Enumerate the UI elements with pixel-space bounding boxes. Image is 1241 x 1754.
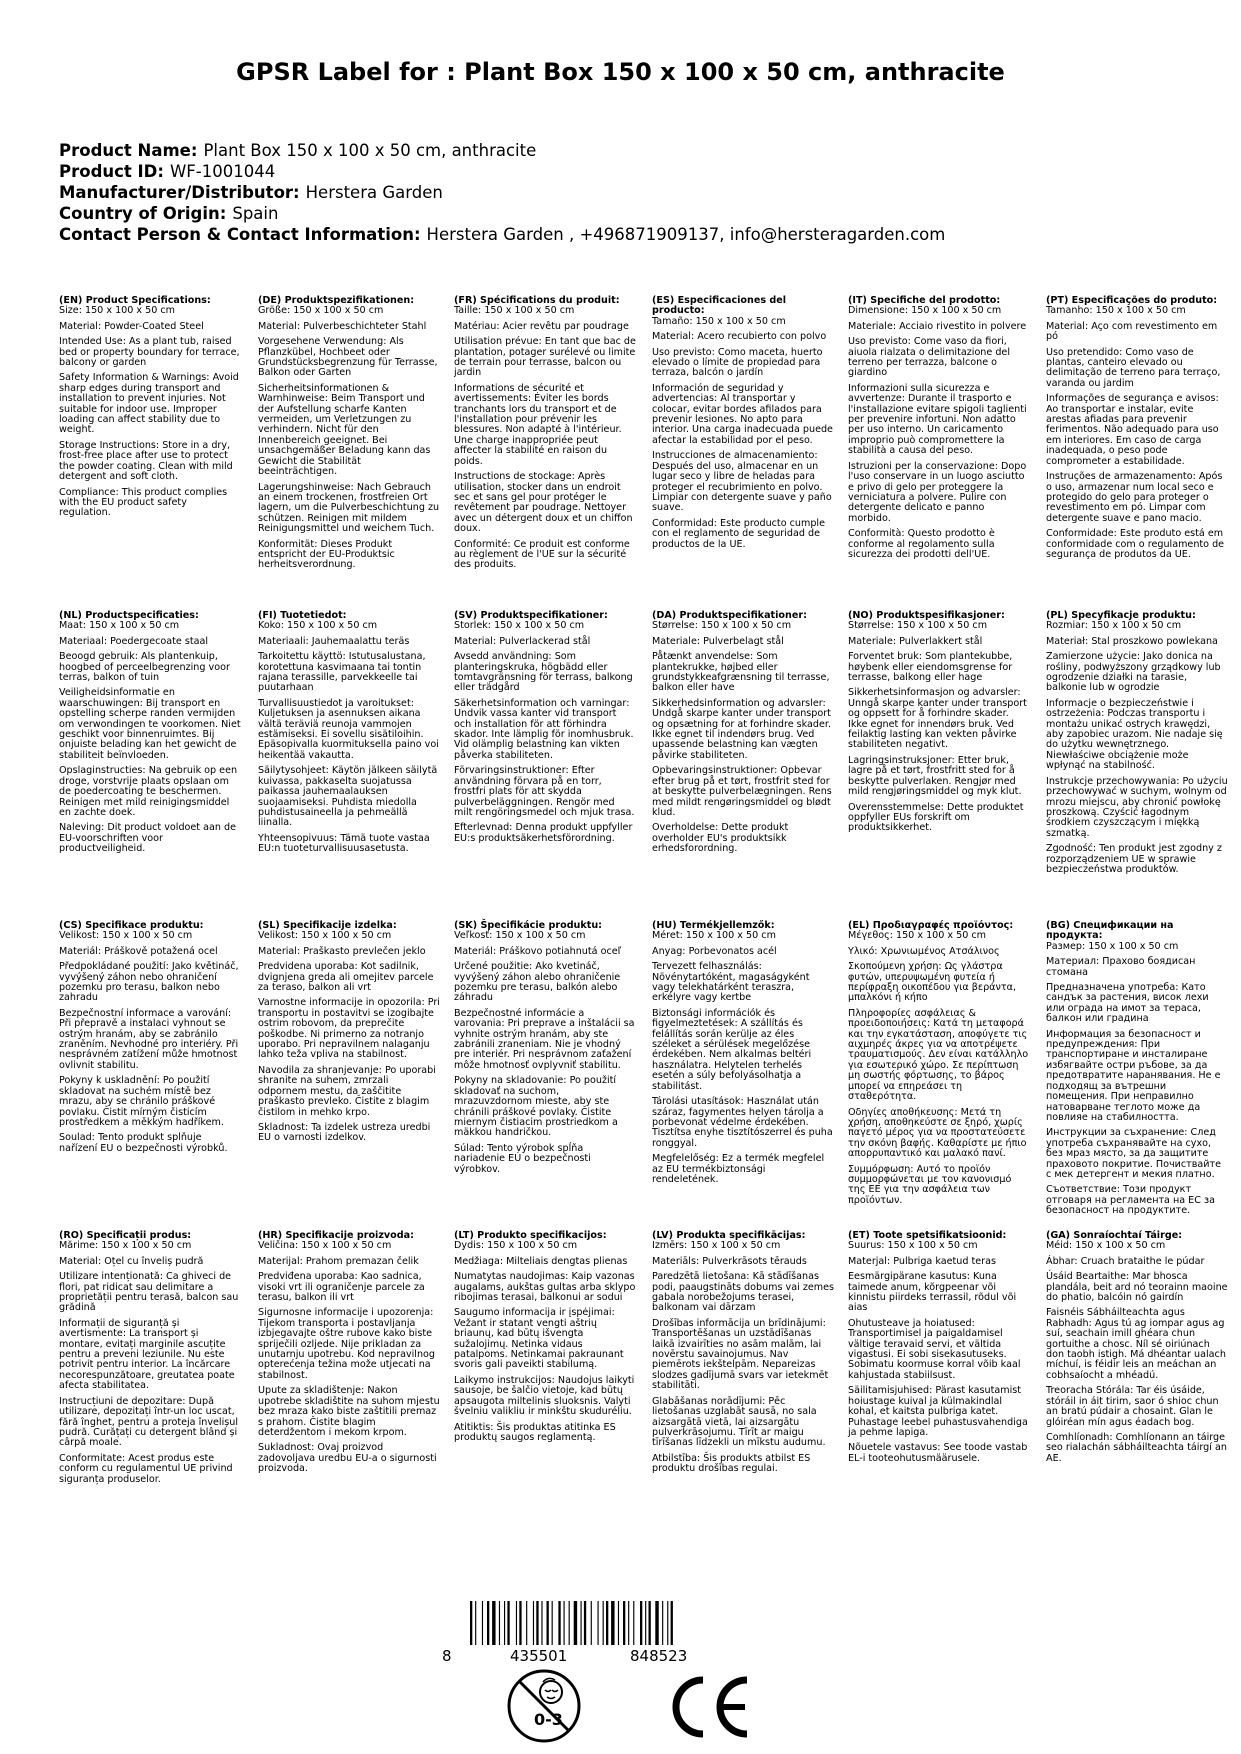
barcode-bar [618,1601,619,1645]
barcode-bar [526,1601,527,1645]
spec-paragraph: Υλικό: Χρωνιωμένος Ατσάλινος [848,945,1000,957]
spec-paragraph: Matériau: Acier revêtu par poudrage [454,320,629,332]
barcode-bar [516,1601,517,1645]
spec-paragraph: Materiaali: Jauhemaalattu teräs [258,635,410,647]
spec-size: Rozmiar: 150 x 100 x 50 cm [1046,620,1182,632]
spec-section [652,296,834,550]
spec-section-heading: (GA) Sonraíochtaí Táirge: [1046,1230,1183,1241]
spec-paragraph: Informacje o bezpieczeństwie i ostrzeżenia: Podczas transportu i montażu unikać ostrych krawędzi, aby zapobiec urazom. Nie nadaje się do użytku wewnętrznego. Niewłaściwe obciążenie może wpłynąć na stabilność. [1046,697,1223,772]
spec-size: Izmērs: 150 x 100 x 50 cm [652,1240,781,1252]
spec-paragraph: Treoracha Stórála: Tar éis úsáide, stóráil in áit tirim, saor ó shioc chun an bratú púdair a chosaint. Glan le glóiréan mín agus éadach bog. [1046,1385,1219,1428]
ce-mark-icon [665,1672,751,1742]
spec-section [652,611,834,855]
spec-paragraph: Tarkoitettu käyttö: Istutusalustana, korotettuna kasvimaana tai tontin rajana terassille, parvekkeelle tai puutarhaan [258,651,426,694]
spec-paragraph: Säilytysohjeet: Käytön jälkeen säilytä kuivassa, pakkaselta suojatussa paikassa jauhemaalauksen suojaamiseksi. Puhdista miedolla puhdistusaineella ja pehmeällä liinalla. [258,765,438,829]
spec-section [652,921,834,1185]
barcode-bars [470,1601,732,1645]
spec-paragraph: Instructions de stockage: Après utilisation, stocker dans un endroit sec et sans gel pour protéger le revêtement par poudrage. Nettoyer avec un détergent doux et un chiffon doux. [454,471,633,535]
spec-paragraph: Naleving: Dit product voldoet aan de EU-voorschriften voor productveiligheid. [59,822,236,855]
spec-section [848,611,1030,834]
spec-paragraph: Zgodność: Ten produkt jest zgodny z rozporządzeniem UE w sprawie bezpieczeństwa produktów. [1046,843,1222,875]
spec-paragraph: Ábhar: Cruach brataithe le púdar [1046,1255,1205,1267]
spec-paragraph: Sikkerhedsinformation og advarsler: Undgå skarpe kanter under transport og opsætning for at forhindre skader. Ikke egnet til indendørs brug. Ved upassende belastning kan vægten påvirke stabiliteten. [652,697,832,761]
spec-paragraph: Safety Information & Warnings: Avoid sharp edges during transport and installation to prevent injuries. Not suitable for indoor use. Improper loading can affect stability due to weight. [59,372,239,436]
spec-section-heading: (NL) Productspecificaties: [59,610,199,621]
spec-paragraph: Utilisation prévue: En tant que bac de plantation, potager surélevé ou limite de terrain pour terrasse, balcon ou jardin [454,336,636,379]
barcode-bar [581,1601,582,1645]
spec-paragraph: Comhlíonadh: Comhlíonann an táirge seo rialachán sábháilteachta táirgí an AE. [1046,1431,1227,1464]
spec-section-heading: (DE) Produktspezifikationen: [258,295,415,306]
spec-paragraph: Upute za skladištenje: Nakon upotrebe skladištite na suhom mjestu bez mraza kako biste zaštitili premaz s prahom. Čistite blagim deterdžentom i mekom krpom. [258,1385,440,1438]
barcode-bar [475,1601,476,1645]
spec-paragraph: Predvidena uporaba: Kot sadilnik, dvignjena greda ali omejitev parcele za teraso, balkon ali vrt [258,961,434,994]
spec-paragraph: Tervezett felhasználás: Növénytartóként, magaságyként vagy telekhatárként teraszra, erkélyre vagy kertbe [652,961,810,1004]
spec-paragraph: Predviđena uporaba: Kao sadnica, visoki vrt ili ograničenje parcele za terasu, balkon ili vrt [258,1271,425,1304]
spec-section-heading: (ET) Toote spetsifikatsioonid: [848,1230,1007,1241]
spec-paragraph: Conformité: Ce produit est conforme au règlement de l'UE sur la sécurité des produits. [454,538,630,571]
spec-paragraph: Navodila za shranjevanje: Po uporabi shranite na suhem, zmrzali odpornem mestu, da zaščitite praškasto prevleko. Čistite z blagim čistilom in mehko krpo. [258,1064,436,1118]
spec-paragraph: Úsáid Beartaithe: Mar bhosca plandála, beit ard nó teorainn maoine do phatio, balcóin nó gairdín [1046,1271,1228,1304]
spec-paragraph: Материал: Прахово боядисан стомана [1046,956,1196,978]
spec-paragraph: Pokyny k uskladnění: Po použití skladovat na suchém místě bez mrazu, aby se chránilo práškové povlaku. Čistit mírným čisticím prostředkem a měkkým hadříkem. [59,1075,224,1128]
spec-paragraph: Materiale: Pulverbelagt stål [652,635,784,647]
spec-section [59,296,241,519]
spec-paragraph: Uso previsto: Come vaso da fiori, aiuola rialzata o delimitazione del terreno per terrazza, balcone o giardino [848,336,1011,379]
info-row-manufacturer: Manufacturer/Distributor: Herstera Garden [59,183,443,202]
spec-paragraph: Anyag: Porbevonatos acél [652,945,777,957]
spec-size: Storlek: 150 x 100 x 50 cm [454,620,585,632]
spec-size: Tamaño: 150 x 100 x 50 cm [652,315,786,327]
spec-paragraph: Conformidad: Este producto cumple con el reglamento de seguridad de productos de la UE. [652,517,825,550]
barcode-digits-right: 848523 [630,1647,688,1665]
spec-paragraph: Veiligheidsinformatie en waarschuwingen: Bij transport en opstelling scherpe randen vermijden om verwondingen te voorkomen. Niet geschikt voor binnenruimtes. Bij onjuiste belading kan het gewicht de stabiliteit beïnvloeden. [59,687,241,761]
barcode-bar [487,1601,489,1645]
spec-paragraph: Beoogd gebruik: Als plantenkuip, hoogbed of perceelbegrenzing voor terras, balkon of tuin [59,651,230,684]
barcode-bar [598,1601,599,1645]
spec-paragraph: Materiale: Acciaio rivestito in polvere [848,320,1027,332]
spec-size: Mărime: 150 x 100 x 50 cm [59,1240,192,1252]
spec-section [454,921,636,1175]
info-row-country-of-origin: Country of Origin: Spain [59,204,279,223]
spec-size: Dimensione: 150 x 100 x 50 cm [848,305,1002,317]
spec-section-heading: (HR) Specifikacije proizvoda: [258,1230,414,1241]
spec-paragraph: Οδηγίες αποθήκευσης: Μετά τη χρήση, αποθηκεύστε σε ξηρό, χωρίς παγετό μέρος για να προστατεύσετε την σκόνη βαφής. Καθαρίστε με ήπιο απορρυπαντικό και μαλακό πανί. [848,1106,1027,1160]
barcode-bar [671,1601,673,1645]
barcode-bar [649,1601,651,1645]
spec-paragraph: Informații de siguranță și avertismente: La transport și montare, evitați marginile ascuțite pentru a preveni leziunile. Nu este potrivit pentru interior. La încărcare necorespunzătoare, greutatea poate afecta stabilitatea. [59,1317,235,1392]
barcode-bar [541,1601,542,1645]
barcode [440,1601,750,1665]
spec-paragraph: Material: Praškasto prevlečen jeklo [258,945,426,957]
spec-section-heading: (DA) Produktspecifikationer: [652,610,807,621]
spec-size: Méret: 150 x 100 x 50 cm [652,930,776,942]
info-row-contact: Contact Person & Contact Information: Herstera Garden , +496871909137, info@hersteragarden.com [59,225,946,244]
spec-row [59,296,1231,611]
barcode-bar [482,1601,483,1645]
spec-paragraph: Vorgesehene Verwendung: Als Pflanzkübel, Hochbeet oder Grundstücksbegrenzung für Terrasse, Balkon oder Garten [258,336,438,379]
spec-paragraph: Conformidade: Este produto está em conformidade com o regulamento de segurança de produtos da UE. [1046,528,1225,560]
barcode-bar [606,1601,608,1645]
barcode-bar [611,1601,614,1645]
barcode-bar [584,1601,586,1645]
spec-paragraph: Uso previsto: Como maceta, huerto elevado o límite de propiedad para terraza, balcón o jardín [652,346,823,379]
spec-paragraph: Opslaginstructies: Na gebruik op een droge, vorstvrije plaats opslaan om de poedercoating te beschermen. Reinigen met mild reinigingsmiddel en zachte doek. [59,765,238,818]
spec-section [59,921,241,1154]
spec-paragraph: Sigurnosne informacije i upozorenja: Tijekom transporta i postavljanja izbjegavajte oštre rubove kako biste spriječili ozljede. Nije prikladan za unutarnju upotrebu. Kod nepravilnog opterećenja težina može utjecati na stabilnost. [258,1307,436,1381]
spec-paragraph: Súlad: Tento výrobok spĺňa nariadenie EÚ o bezpečnosti výrobkov. [454,1142,591,1175]
spec-paragraph: Material: Aço com revestimento em pó [1046,320,1218,343]
barcode-bar [603,1601,604,1645]
spec-size: Размер: 150 x 100 x 50 cm [1046,940,1179,952]
spec-paragraph: Ohutusteave ja hoiatused: Transportimisel ja paigaldamisel vältige teravaid servi, et vältida vigastusi. Ei sobi sisekasutuseks. Sobimatu koormuse korral võib kaal kahjustada stabiilsust. [848,1317,1021,1381]
spec-size: Suurus: 150 x 100 x 50 cm [848,1240,978,1252]
spec-paragraph: Förvaringsinstruktioner: Efter användning förvara på en torr, frostfri plats för att skydda pulverbeläggningen. Rengör med milt rengöringsmedel och mjuk trasa. [454,765,635,818]
spec-size: Veličina: 150 x 100 x 50 cm [258,1240,392,1252]
spec-paragraph: Skladnost: Ta izdelek ustreza uredbi EU o varnosti izdelkov. [258,1121,431,1144]
spec-paragraph: Información de seguridad y advertencias: Al transportar y colocar, evitar bordes afilados para prevenir lesiones. No apto para interior. Una carga inadecuada puede afectar la estabilidad por el peso. [652,382,833,446]
spec-size: Koko: 150 x 100 x 50 cm [258,620,378,632]
spec-paragraph: Информация за безопасност и предупреждения: При транспортиране и инсталиране избягвайте остри ръбове, за да предотвратите наранявания. Не е подходящ за вътрешни помещения. При неправилно натоварване теглото може да повлияе на стабилността. [1046,1028,1221,1123]
spec-section-heading: (PL) Specyfikacje produktu: [1046,610,1196,621]
spec-row [59,1231,1231,1547]
barcode-bar [499,1601,500,1645]
barcode-bar [569,1601,570,1645]
spec-paragraph: Saugumo informacija ir įspėjimai: Vežant ir statant vengti aštrių briaunų, kad būtų išvengta sužalojimų. Netinka vidaus patalpoms. Netinkamai pakraunant svoris gali paveikti stabilumą. [454,1307,624,1371]
page-title: GPSR Label for : Plant Box 150 x 100 x 50 cm, anthracite [236,58,1005,86]
spec-paragraph: Lagringsinstruksjoner: Etter bruk, lagre på et tørt, frostfritt sted for å beskytte pulverlaken. Rengjør med mild rengjøringsmiddel og myk klut. [848,754,1022,798]
spec-paragraph: Instrucțiuni de depozitare: După utilizare, depozitați într-un loc uscat, fără înghet, pentru a proteja învelișul pudră. Curățați cu detergent blând și cârpă moale. [59,1395,238,1449]
spec-paragraph: Forventet bruk: Som plantekubbe, høybenk eller eiendomsgrense for terrasse, balkong eller hage [848,651,1013,684]
spec-section [59,611,241,855]
barcode-bar [492,1601,495,1645]
spec-paragraph: Soulad: Tento produkt splňuje nařízení EU o bezpečnosti výrobků. [59,1132,228,1154]
spec-size: Μέγεθος: 150 x 100 x 50 cm [848,930,987,942]
spec-paragraph: Material: Powder-Coated Steel [59,320,204,332]
spec-size: Dydis: 150 x 100 x 50 cm [454,1240,578,1252]
spec-paragraph: Materiál: Práškovo potiahnutá oceľ [454,945,622,957]
spec-paragraph: Informações de segurança e avisos: Ao transportar e instalar, evite arestas afiadas para prevenir ferimentos. Não adequado para uso em interiores. Em caso de carga inadequada, o peso pode comprometer a estabilidade. [1046,393,1219,467]
barcode-bar [655,1601,658,1645]
spec-section-heading: (BG) Спецификации на продукта: [1046,920,1174,942]
spec-paragraph: Instrukcje przechowywania: Po użyciu przechowywać w suchym, wolnym od mrozu miejscu, aby chronić powłokę proszkową. Czyścić łagodnym środkiem czyszczącym i miękką szmatką. [1046,775,1228,839]
info-row-product-id: Product ID: WF-1001044 [59,162,276,181]
spec-paragraph: Conformità: Questo prodotto è conforme al regolamento sulla sicurezza dei prodotti dell'UE. [848,528,995,560]
spec-paragraph: Säkerhetsinformation och varningar: Undvik vassa kanter vid transport och installation för att förhindra skador. Inte lämplig för inomhusbruk. Vid olämplig belastning kan vikten påverka stabiliteten. [454,697,634,761]
spec-section [1046,611,1228,875]
spec-paragraph: Conformitate: Acest produs este conform cu regulamentul UE privind siguranța produselor. [59,1452,233,1485]
specifications-grid [59,296,1231,1547]
barcode-bar [536,1601,538,1645]
spec-section-heading: (IT) Specifiche del prodotto: [848,295,1001,306]
spec-paragraph: Zamierzone użycie: Jako donica na rośliny, podwyższony grządkowy lub ogrodzenie działki na tarasie, balkonie lub w ogrodzie [1046,651,1221,694]
spec-paragraph: Konformität: Dieses Produkt entspricht der EU-Produktsic herheitsverordnung. [258,538,395,571]
spec-paragraph: Instruções de armazenamento: Após o uso, armazenar num local seco e protegido do gelo para proteger o revestimento em pó. Limpar com detergente suave e pano macio. [1046,471,1223,524]
spec-paragraph: Material: Pulverbeschichteter Stahl [258,320,427,332]
spec-section [848,921,1030,1206]
spec-section [1046,921,1228,1217]
spec-section [848,1231,1030,1464]
spec-paragraph: Materiał: Stal proszkowo powlekana [1046,635,1218,647]
spec-paragraph: Opbevaringsinstruktioner: Opbevar efter brug på et tørt, frostfrit sted for at beskytte pulverbelægningen. Rens med mildt rengøringsmiddel og blødt klud. [652,765,832,818]
spec-paragraph: Biztonsági információk és figyelmeztetések: A szállítás és felállítás során kerülje az éles széleket a sérülések megelőzése érdekében. Nem alkalmas beltéri használatra. Helytelen terhelés esetén a súly befolyásolhatja a stabilitást. [652,1007,812,1092]
barcode-bar [667,1601,668,1645]
spec-paragraph: Πληροφορίες ασφάλειας & προειδοποιήσεις: Κατά τη μεταφορά και την εγκατάσταση, αποφύγετε τις αιχμηρές άκρες για να αποτρέψετε τραυματισμούς. Δεν είναι κατάλληλο για εσωτερικό χώρο. Σε περίπτωση μη σωστής φόρτωσης, το βάρος μπορεί να επηρεάσει τη σταθερότητα. [848,1007,1029,1103]
barcode-bar [662,1601,663,1645]
spec-section-heading: (SL) Specifikacije izdelka: [258,920,397,931]
spec-size: Méid: 150 x 100 x 50 cm [1046,1240,1166,1252]
spec-paragraph: Overensstemmelse: Dette produktet oppfyller EUs forskrift om produktsikkerhet. [848,801,1024,834]
spec-paragraph: Medžiaga: Milteliais dengtas plienas [454,1255,628,1267]
spec-section [258,296,440,571]
spec-paragraph: Nõuetele vastavus: See toode vastab EL-i tooteohutusmäärusele. [848,1442,1028,1464]
spec-paragraph: Materiale: Pulverlakkert stål [848,635,983,647]
spec-paragraph: Určené použitie: Ako kvetináč, vyvýšený záhon alebo ohraničenie pozemku pre terasu, balkón alebo záhradu [454,961,621,1004]
spec-paragraph: Påtænkt anvendelse: Som plantekrukke, højbed eller grundstykkeafgrænsning til terrasse, balkon eller have [652,651,830,694]
spec-paragraph: Informations de sécurité et avertissements: Éviter les bords tranchants lors du transport et de l'installation pour prévenir les blessures. Non adapté à l'intérieur. Une charge inappropriée peut affecter la stabilité en raison du poids. [454,382,622,467]
spec-section [258,611,440,855]
spec-paragraph: Numatytas naudojimas: Kaip vazonas augalams, aukštas gultas arba sklypo ribojimas terasai, balkonui ar sodui [454,1271,636,1304]
spec-section-heading: (EN) Product Specifications: [59,295,211,306]
spec-paragraph: Paredzētā lietošana: Kā stādīšanas podi, paaugstināts dobums vai zemes gabala norobežojums terasei, balkonam vai dārzam [652,1271,835,1314]
spec-paragraph: Megfelelőség: Ez a termék megfelel az EU termékbiztonsági rendeletének. [652,1153,825,1185]
svg-text:0-3: 0-3 [534,1710,563,1729]
spec-paragraph: Pokyny na skladovanie: Po použití skladovať na suchom, mrazuvzdornom mieste, aby ste chránili práškové povlaky. Čistite miernym čistiacim prostriedkom a mäkkou handričkou. [454,1075,618,1139]
spec-paragraph: Istruzioni per la conservazione: Dopo l'uso conservare in un luogo asciutto e privo di gelo per proteggere la verniciatura a polvere. Pulire con detergente delicato e panno morbido. [848,460,1027,524]
spec-size: Velikost: 150 x 100 x 50 cm [258,930,392,942]
spec-paragraph: Tárolási utasítások: Használat után száraz, fagymentes helyen tárolja a porbevonat védelme érdekében. Tisztítsa enyhe tisztítószerrel és puha ronggyal. [652,1096,833,1149]
spec-paragraph: Materijal: Prahom premazan čelik [258,1255,419,1267]
spec-section [454,1231,636,1443]
spec-paragraph: Bezpečnostné informácie a varovania: Pri preprave a inštalácii sa vyhnite ostrým hranám, aby ste zabránili zraneniam. Nie je vhodný pre interiér. Pri nesprávnom zaťažení môže hmotnosť ovplyvniť stabilitu. [454,1007,635,1071]
barcode-bar [519,1601,521,1645]
spec-size: Veľkosť: 150 x 100 x 50 cm [454,930,586,942]
spec-paragraph: Laikymo instrukcijos: Naudojus laikyti sausoje, be šalčio vietoje, kad būtų apsaugota miltelinis sluoksnis. Valyti švelniu valikliu ir minkštu skuduréliu. [454,1374,635,1418]
spec-section [1046,296,1228,560]
barcode-bar [558,1601,560,1645]
spec-section-heading: (CS) Specifikace produktu: [59,920,204,931]
spec-paragraph: Předpokládané použití: Jako květináč, vyvýšený záhon nebo ohraničení pozemku pro terasu, balkon nebo zahradu [59,961,239,1004]
spec-size: Taille: 150 x 100 x 50 cm [454,305,575,317]
barcode-bar [507,1601,509,1645]
spec-paragraph: Συμμόρφωση: Αυτό το προϊόν συμμορφώνεται με τον κανονισμό της ΕΕ για την ασφάλεια των προϊόντων. [848,1163,1012,1206]
spec-paragraph: Инструкции за съхранение: След употреба съхранявайте на сухо, без мраз място, за да защитите праховото покритие. Почиствайте с мек детергент и мекия платно. [1046,1127,1222,1180]
spec-section-heading: (NO) Produktspesifikasjoner: [848,610,1005,621]
spec-section [1046,1231,1228,1464]
spec-paragraph: Instrucciones de almacenamiento: Después del uso, almacenar en un lugar seco y libre de heladas para proteger el recubrimiento en polvo. Limpiar con detergente suave y paño suave. [652,450,832,514]
spec-paragraph: Съответствие: Този продукт отговаря на регламента на ЕС за безопасност на продуктите. [1046,1184,1215,1217]
spec-size: Velikost: 150 x 100 x 50 cm [59,930,193,942]
spec-paragraph: Atitiktis: Šis produktas atitinka ES produktų saugos reglamentą. [454,1421,616,1443]
spec-paragraph: Bezpečnostní informace a varování: Při přepravě a instalaci vyhnout se ostrým hranám, aby se zabránilo zraněním. Nevhodné pro interiéry. Při nesprávném zatížení může hmotnost ovlivnit stabilitu. [59,1007,239,1071]
spec-size: Størrelse: 150 x 100 x 50 cm [848,620,988,632]
barcode-bar [504,1601,505,1645]
spec-paragraph: Materjal: Pulbriga kaetud teras [848,1255,996,1267]
spec-paragraph: Säilitamisjuhised: Pärast kasutamist hoiustage kuival ja külmakindlal kohal, et kaitsta pulbriga katet. Puhastage leebel puhastusvahendiga ja pehme lapiga. [848,1385,1028,1438]
product-info [59,140,1189,245]
barcode-bar [533,1601,534,1645]
spec-paragraph: Varnostne informacije in opozorila: Pri transportu in postavitvi se izogibajte ostrim robovom, da preprečite poškodbe. Ni primerno za notranjo uporabo. Pri nepravilnem nalaganju lahko teža vpliva na stabilnost. [258,997,440,1061]
spec-paragraph: Σκοπούμενη χρήση: Ως γλάστρα φυτών, υπερυψωμένη φυτεία ή περίφραξη οικοπέδου για βεράντα, μπαλκόνι ή κήπο [848,961,1016,1004]
barcode-bar [645,1601,646,1645]
barcode-digit-first: 8 [442,1647,452,1665]
spec-size: Tamanho: 150 x 100 x 50 cm [1046,305,1186,317]
spec-paragraph: Material: Pulverlackerad stål [454,635,591,647]
spec-paragraph: Efterlevnad: Denna produkt uppfyller EU:s produktsäkerhetsförordning. [454,822,633,844]
spec-section-heading: (EL) Προδιαγραφές προϊόντος: [848,920,1014,931]
spec-section-heading: (ES) Especificaciones del producto: [652,295,787,317]
barcode-bar [470,1601,472,1645]
barcode-bar [628,1601,629,1645]
spec-paragraph: Materiāls: Pulverkrāsots tērauds [652,1255,807,1267]
barcode-bar [591,1601,592,1645]
spec-paragraph: Drošības informācija un brīdinājumi: Transportēšanas un uzstādīšanas laikā izvairīties no asām malām, lai novērstu savainojumus. Nav piemērots iekštelpām. Nepareizas slodzes gadījumā svars var ietekmēt stabilitāti. [652,1317,829,1392]
spec-section [59,1231,241,1485]
spec-paragraph: Sikkerhetsinformasjon og advarsler: Unngå skarpe kanter under transport og oppsett for å forhindre skader. Ikke egnet for innendørs bruk. Ved feilaktig lasting kan vekten påvirke stabiliteten negativt. [848,687,1027,751]
spec-section [454,611,636,844]
spec-size: Size: 150 x 100 x 50 cm [59,305,176,317]
spec-paragraph: Yhteensopivuus: Tämä tuote vastaa EU:n tuoteturvallisuusasetusta. [258,832,430,855]
spec-section-heading: (RO) Specificații produs: [59,1230,192,1241]
spec-paragraph: Storage Instructions: Store in a dry, frost-free place after use to protect the powder coating. Clean with mild detergent and soft cloth. [59,439,233,483]
spec-section-heading: (SK) Špecifikácie produktu: [454,920,603,931]
spec-paragraph: Turvallisuustiedot ja varoitukset: Kuljetuksen ja asennuksen aikana vältä teräviä reunoja vammojen estämiseksi. Ei sovellu sisätiloihin. Epäsopivalla kuormituksella paino voi heikentää vakautta. [258,697,439,761]
spec-section-heading: (HU) Termékjellemzők: [652,920,775,931]
spec-paragraph: Uso pretendido: Como vaso de plantas, canteiro elevado ou delimitação de terreno para terraço, varanda ou jardim [1046,346,1221,389]
spec-paragraph: Eesmärgipärane kasutus: Kuna taimede anum, kõrgpeenar või kinnistu piirdeks terrassil, rõdul või aias [848,1271,1017,1314]
compliance-icons [0,1668,1241,1748]
spec-section-heading: (FI) Tuotetiedot: [258,610,347,621]
spec-section [454,296,636,571]
spec-section-heading: (FR) Spécifications du produit: [454,295,620,306]
barcode-bar [640,1601,642,1645]
spec-paragraph: Materiál: Práškově potažená ocel [59,945,218,957]
barcode-bar [547,1601,549,1645]
spec-paragraph: Informazioni sulla sicurezza e avvertenze: Durante il trasporto e l'installazione evitare spigoli taglienti per prevenire infortuni. Non adatto per uso interno. Un caricamento improprio può compromettere la stabilità a causa del peso. [848,382,1027,457]
barcode-bar [574,1601,577,1645]
spec-paragraph: Lagerungshinweise: Nach Gebrauch an einem trockenen, frostfreien Ort lagern, um die Pulverbeschichtung zu schützen. Reinigen mit mildem Reinigungsmittel und weichem Tuch. [258,481,440,535]
spec-section-heading: (LV) Produkta specifikācijas: [652,1230,806,1241]
age-0-3-warning-icon [506,1668,582,1744]
spec-section-heading: (SV) Produktspecifikationer: [454,610,608,621]
spec-paragraph: Sicherheitsinformationen & Warnhinweise: Beim Transport und der Aufstellung scharfe Kanten vermeiden, um Verletzungen zu verhindern. Nicht für den Innenbereich geeignet. Bei unsachgemäßer Beladung kann das Gewicht die Stabilität beeinträchtigen. [258,382,431,478]
barcode-bar [552,1601,553,1645]
spec-paragraph: Material: Acero recubierto con polvo [652,331,827,343]
spec-section-heading: (LT) Produkto specifikacijos: [454,1230,607,1241]
spec-paragraph: Glabāšanas norādījumi: Pēc lietošanas uzglabāt sausā, no sala aizsargātā vietā, lai aizsargātu pulverkrāsojumu. Tīrīt ar maigu tīrīšanas līdzekli un mīkstu audumu. [652,1395,826,1449]
spec-paragraph: Compliance: This product complies with the EU product safety regulation. [59,486,228,519]
spec-size: Størrelse: 150 x 100 x 50 cm [652,620,792,632]
barcode-bar [623,1601,625,1645]
spec-paragraph: Предназначена употреба: Като сандък за растения, висок лехи или ограда на имот за тераса, балкон или градина [1046,982,1209,1025]
spec-paragraph: Sukladnost: Ovaj proizvod zadovoljava uredbu EU-a o sigurnosti proizvoda. [258,1442,437,1475]
spec-row [59,611,1231,921]
spec-paragraph: Utilizare intenționată: Ca ghiveci de flori, pat ridicat sau delimitare a proprietății pentru terasă, balcon sau grădină [59,1271,239,1314]
spec-paragraph: Atbilstība: Šis produkts atbilst ES produktu drošības regulai. [652,1452,811,1475]
barcode-bar [633,1601,634,1645]
spec-size: Größe: 150 x 100 x 50 cm [258,305,384,317]
spec-section [258,1231,440,1475]
spec-paragraph: Faisnéis Sábháilteachta agus Rabhadh: Agus tú ag iompar agus ag suí, seachain imill ghéara chun gortuithe a chosc. Níl sé oiriúnach don taobh istigh. Má dhéantar ualach míchuí, is féidir leis an meáchan an cobhsaíocht a mhéadú. [1046,1307,1226,1381]
spec-section [258,921,440,1144]
spec-paragraph: Materiaal: Poedergecoate staal [59,635,209,647]
barcode-digits-left: 435501 [510,1647,568,1665]
spec-size: Maat: 150 x 100 x 50 cm [59,620,180,632]
info-row-product-name: Product Name: Plant Box 150 x 100 x 50 cm, anthracite [59,141,537,160]
barcode-bar [564,1601,565,1645]
spec-paragraph: Material: Oțel cu înveliș pudră [59,1255,204,1267]
spec-section-heading: (PT) Especificações do produto: [1046,295,1218,306]
spec-row [59,921,1231,1231]
spec-paragraph: Overholdelse: Dette produkt overholder EU's produktsikk erhedsforordning. [652,822,789,855]
spec-paragraph: Avsedd användning: Som planteringskruka, högbädd eller tomtavgränsning för terrass, balkong eller trädgård [454,651,633,694]
spec-paragraph: Intended Use: As a plant tub, raised bed or property boundary for terrace, balcony or garden [59,336,240,369]
spec-section [848,296,1030,560]
spec-section [652,1231,834,1475]
